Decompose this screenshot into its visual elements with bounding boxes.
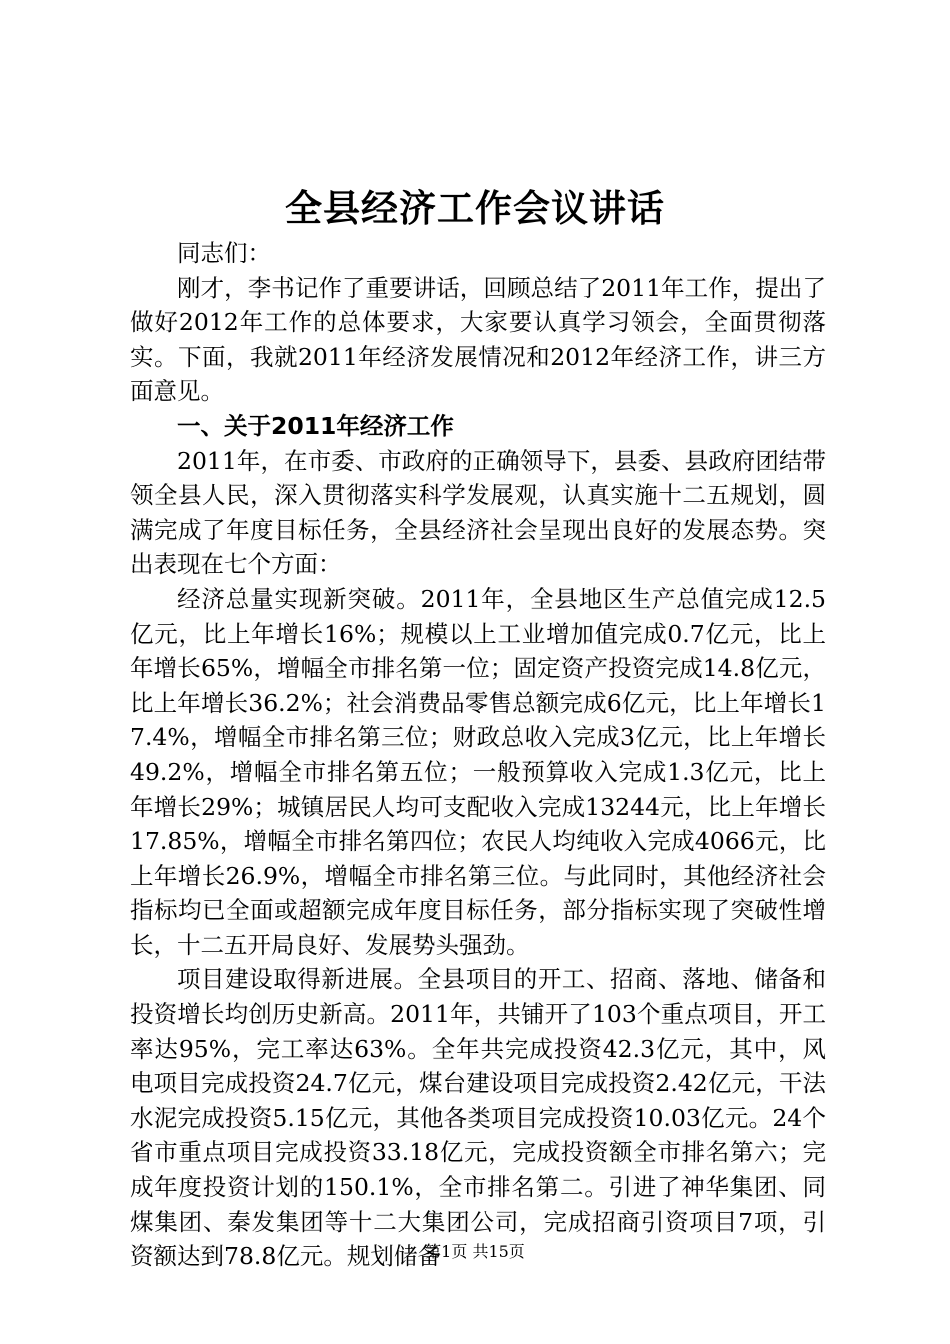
page-title: 全县经济工作会议讲话 [285, 186, 665, 230]
paragraph-intro: 刚才，李书记作了重要讲话，回顾总结了2011年工作，提出了做好2012年工作的总体要求，大家要认真学习领会，全面贯彻落实。下面，我就2011年经济发展情况和2012年经济工作，讲三方面意见。 [130, 273, 826, 406]
paragraph-3: 项目建设取得新进展。全县项目的开工、招商、落地、储备和投资增长均创历史新高。2011年，共铺开了103个重点项目，开工率达95%，完工率达63%。全年共完成投资42.3亿元，其中，风电项目完成投资24.7亿元，煤台建设项目完成投资2.42亿元，干法水泥完成投资5.15亿元，其他各类项目完成投资10.03亿元。24个省市重点项目完成投资33.18亿元，完成投资额全市排名第六；完成年度投资计划的150.1%，全市排名第二。引进了神华集团、同煤集团、秦发集团等十二大集团公司，完成招商引资项目7项，引资额达到78.8亿元。规划储备 [130, 965, 826, 1271]
page-footer: 第1页 共15页 [425, 1242, 525, 1261]
section-heading-1: 一、关于2011年经济工作 [177, 411, 454, 440]
paragraph-2: 经济总量实现新突破。2011年，全县地区生产总值完成12.5亿元，比上年增长16%；规模以上工业增加值完成0.7亿元，比上年增长65%，增幅全市排名第一位；固定资产投资完成14.8亿元，比上年增长36.2%；社会消费品零售总额完成6亿元，比上年增长17.4%，增幅全市排名第三位；财政总收入完成3亿元，比上年增长49.2%，增幅全市排名第五位；一般预算收入完成1.3亿元，比上年增长29%；城镇居民人均可支配收入完成13244元，比上年增长17.85%，增幅全市排名第四位；农民人均纯收入完成4066元，比上年增长26.9%，增幅全市排名第三位。与此同时，其他经济社会指标均已全面或超额完成年度目标任务，部分指标实现了突破性增长，十二五开局良好、发展势头强劲。 [130, 584, 826, 959]
document-body [130, 236, 826, 1274]
salutation: 同志们： [177, 239, 271, 267]
paragraph-1: 2011年，在市委、市政府的正确领导下，县委、县政府团结带领全县人民，深入贯彻落实科学发展观，认真实施十二五规划，圆满完成了年度目标任务，全县经济社会呈现出良好的发展态势。突出表现在七个方面： [130, 446, 826, 579]
